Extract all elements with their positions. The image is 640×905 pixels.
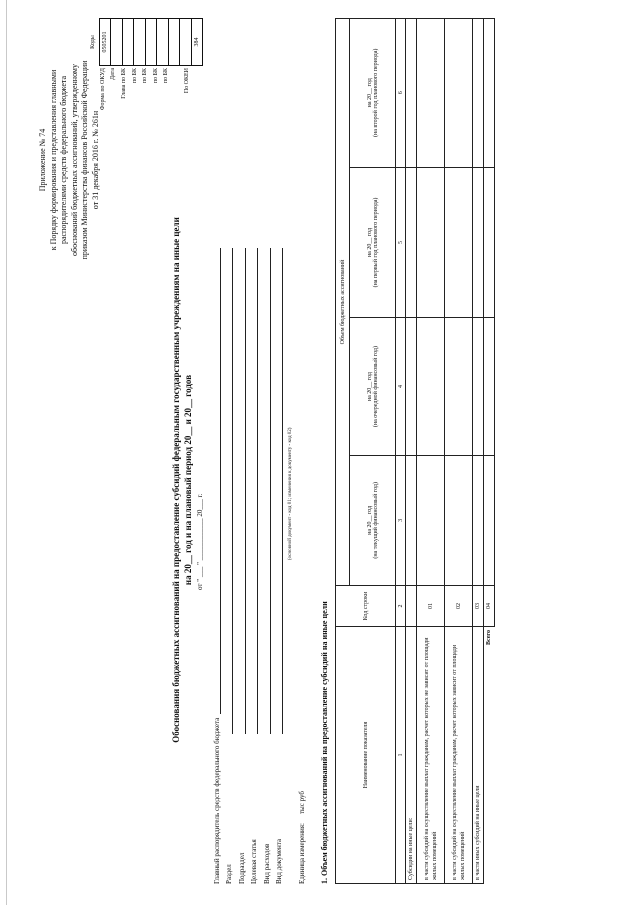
- empty-code: [180, 19, 192, 66]
- codes-header: Коды: [90, 35, 97, 49]
- field-line: [261, 248, 271, 734]
- bk4-code: [168, 19, 180, 66]
- title-line: Обоснования бюджетных ассигнований на предоставление субсидий федеральным государственным учреждениям на иные цели: [171, 217, 181, 743]
- cell-plan1: [445, 167, 473, 318]
- cell-plan2: [417, 19, 445, 168]
- cell-plan1: [484, 167, 495, 318]
- date-code: [111, 19, 123, 66]
- bk1-label: по БК: [132, 68, 138, 84]
- row-name: в части иных субсидий на иные цели: [473, 627, 484, 884]
- field-unit: [293, 244, 306, 884]
- cell-current: [484, 455, 495, 585]
- okei-label: По ОКЕИ: [184, 68, 190, 94]
- col-year: на 20__ год: [366, 372, 373, 402]
- col-number: 6: [396, 19, 406, 168]
- cell-plan1: [406, 167, 417, 318]
- bk1-code: [134, 19, 146, 66]
- header-fields: [208, 244, 306, 884]
- cell-plan2: [484, 19, 495, 168]
- cell-plan1: [417, 167, 445, 318]
- field-line: [211, 248, 221, 714]
- field-target-item: [246, 244, 259, 884]
- col-header-plan1: [350, 167, 396, 318]
- cell-current: [473, 455, 484, 585]
- table-row: [406, 19, 417, 884]
- appendix-line: к Порядку формирования и представления главными: [48, 69, 58, 251]
- field-label: Вид расходов: [262, 843, 271, 884]
- row-name: Субсидии на иные цели:: [406, 627, 417, 884]
- bk2-code: [145, 19, 157, 66]
- field-label: Единица измерения:: [297, 823, 306, 884]
- cell-current: [445, 455, 473, 585]
- col-number: 4: [396, 318, 406, 455]
- total-row: [484, 19, 495, 884]
- okud-code: 0505201: [99, 19, 111, 66]
- bk-label: Глава по БК: [121, 68, 127, 99]
- cell-plan2: [473, 19, 484, 168]
- codes-table: [88, 18, 203, 66]
- cell-plan2: [406, 19, 417, 168]
- field-label: Раздел: [225, 864, 233, 884]
- col-header-group: Объем бюджетных ассигнований: [336, 19, 350, 586]
- total-label: Всего: [484, 627, 495, 884]
- scan-edge: [6, 0, 7, 905]
- table-row: [473, 19, 484, 884]
- field-expense-type: [258, 244, 271, 884]
- bk-code: [122, 19, 134, 66]
- row-code: 03: [473, 586, 484, 627]
- okei-code: 384: [191, 19, 203, 66]
- document-date: от " ___ " ____________ 20___ г.: [196, 493, 204, 590]
- bk3-code: [157, 19, 169, 66]
- title-period: на 20__ год и на плановый период 20__ и 20__ годов: [183, 374, 193, 586]
- bk4-label: по БК: [163, 68, 169, 84]
- field-label: Целевая статья: [250, 839, 258, 884]
- field-line: [273, 248, 283, 734]
- cell-next: [417, 318, 445, 455]
- col-year: на 20__ год: [366, 505, 373, 535]
- cell-next: [445, 318, 473, 455]
- cell-current: [417, 455, 445, 585]
- cell-next: [473, 318, 484, 455]
- document-sheet: [30, 10, 630, 890]
- col-number: 3: [396, 455, 406, 585]
- field-line: [223, 248, 233, 734]
- field-manager: [208, 244, 221, 884]
- col-header-next: [350, 318, 396, 455]
- cell-plan1: [473, 167, 484, 318]
- appendix-line: приказом Министерства финансов Российской Федерации: [80, 60, 89, 260]
- date-label: Дата: [110, 68, 116, 80]
- budget-table: [335, 18, 495, 884]
- cell-plan2: [445, 19, 473, 168]
- col-note: (на очередной финансовый год): [372, 346, 379, 428]
- field-line: [248, 248, 258, 734]
- unit-value: тыс руб: [297, 791, 306, 814]
- field-doc-type: [271, 244, 284, 884]
- field-label: Вид документа: [275, 838, 283, 884]
- field-subsection: [233, 244, 246, 884]
- bk2-label: по БК: [142, 68, 148, 84]
- document-title: [170, 130, 194, 830]
- cell-next: [406, 318, 417, 455]
- row-code: 02: [445, 586, 473, 627]
- col-number: 2: [396, 586, 406, 627]
- col-header-plan2: [350, 19, 396, 168]
- row-code: [406, 586, 417, 627]
- col-header-code: Код строки: [336, 586, 396, 627]
- cell-next: [484, 318, 495, 455]
- col-number: 1: [396, 627, 406, 884]
- col-note: (на текущий финансовый год): [372, 482, 379, 559]
- doc-type-hint: (основной документ - код 01; изменения к документу - код 02): [288, 427, 293, 560]
- row-name: в части субсидий на осуществление выплат гражданам, расчет которых не зависит от площади жилых помещений: [417, 627, 445, 884]
- col-note: (на первый год планового периода): [372, 197, 379, 288]
- section-title: 1. Объем бюджетных ассигнований на предоставление субсидий на иные цели: [320, 601, 329, 884]
- col-header-name: Наименование показателя: [336, 627, 396, 884]
- appendix-line: распорядителями средств федерального бюджета: [59, 75, 68, 245]
- table-row: [417, 19, 445, 884]
- total-code: 04: [484, 586, 495, 627]
- col-year: на 20__ год: [366, 227, 373, 258]
- field-label: Главный распорядитель средств федерального бюджета: [212, 717, 221, 884]
- table-row: [445, 19, 473, 884]
- appendix-number: Приложение № 74: [38, 128, 47, 192]
- appendix-line: от 31 декабря 2016 г. № 261н: [90, 110, 100, 210]
- row-name: в части субсидий на осуществление выплат гражданам, расчет которых зависит от площади жилых помещений: [445, 627, 473, 884]
- cell-current: [406, 455, 417, 585]
- row-code: 01: [417, 586, 445, 627]
- field-section: [221, 244, 234, 884]
- col-note: (на второй год планового периода): [372, 48, 379, 137]
- field-label: Подраздел: [237, 852, 246, 884]
- col-header-current: [350, 455, 396, 585]
- col-number: 5: [396, 167, 406, 318]
- col-year: на 20__ год: [366, 78, 373, 108]
- column-numbers-row: [396, 19, 406, 884]
- field-line: [236, 248, 246, 734]
- okud-label: Форма по ОКУД: [100, 68, 106, 111]
- bk3-label: по БК: [153, 68, 159, 84]
- codes-block: [88, 18, 203, 138]
- appendix-line: обоснований бюджетных ассигнований, утвержденному: [69, 64, 79, 256]
